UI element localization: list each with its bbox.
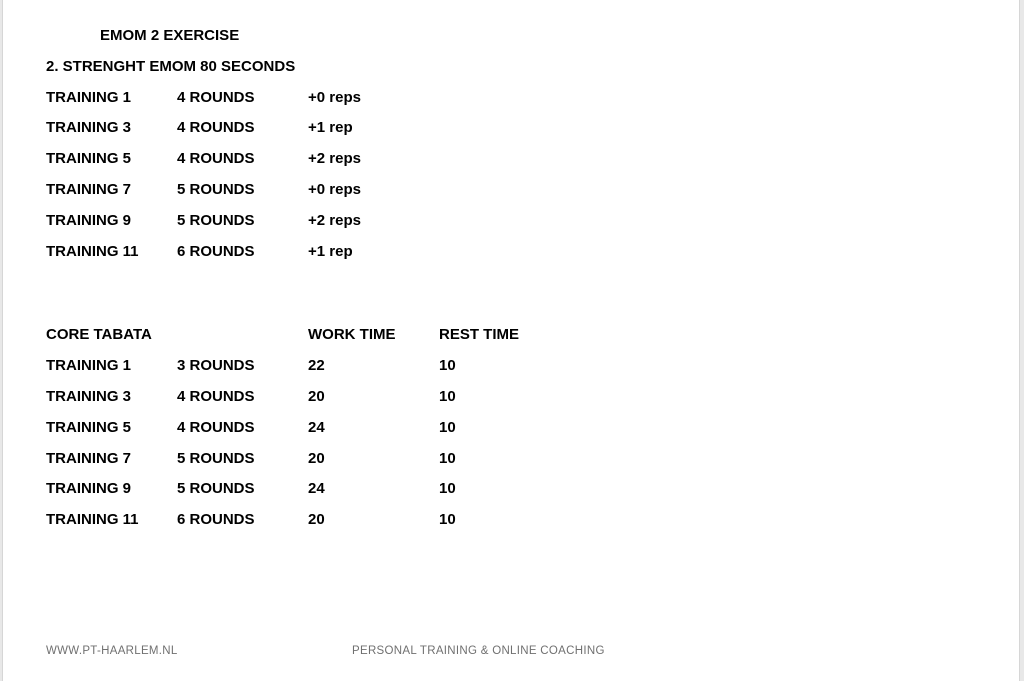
rounds-value: 5 ROUNDS — [177, 212, 255, 229]
footer-tagline: PERSONAL TRAINING & ONLINE COACHING — [352, 645, 605, 657]
training-label: TRAINING 3 — [46, 119, 132, 136]
work-time-value: 24 — [308, 419, 325, 436]
core-tabata-heading: CORE TABATA — [46, 326, 152, 343]
work-time-value: 20 — [308, 450, 325, 467]
reps-value: +1 rep — [308, 243, 353, 260]
rest-time-value: 10 — [439, 388, 456, 405]
work-time-value: 24 — [308, 480, 325, 497]
rest-time-value: 10 — [439, 450, 456, 467]
rest-time-value: 10 — [439, 511, 456, 528]
rounds-value: 6 ROUNDS — [177, 511, 255, 528]
training-label: TRAINING 5 — [46, 150, 132, 167]
training-label: TRAINING 7 — [46, 450, 132, 467]
document-page — [2, 0, 1020, 681]
rounds-value: 6 ROUNDS — [177, 243, 255, 260]
work-time-value: 22 — [308, 357, 325, 374]
rest-time-value: 10 — [439, 357, 456, 374]
rounds-value: 4 ROUNDS — [177, 150, 255, 167]
training-label: TRAINING 11 — [46, 243, 139, 260]
reps-value: +0 reps — [308, 89, 361, 106]
reps-value: +2 reps — [308, 212, 361, 229]
rounds-value: 3 ROUNDS — [177, 357, 255, 374]
training-label: TRAINING 11 — [46, 511, 139, 528]
rounds-value: 4 ROUNDS — [177, 388, 255, 405]
rounds-value: 4 ROUNDS — [177, 89, 255, 106]
work-time-value: 20 — [308, 388, 325, 405]
training-label: TRAINING 1 — [46, 89, 132, 106]
rest-time-value: 10 — [439, 419, 456, 436]
training-label: TRAINING 9 — [46, 480, 132, 497]
rounds-value: 4 ROUNDS — [177, 119, 255, 136]
work-time-value: 20 — [308, 511, 325, 528]
reps-value: +2 reps — [308, 150, 361, 167]
rest-time-header: REST TIME — [439, 326, 520, 343]
training-label: TRAINING 9 — [46, 212, 132, 229]
footer-website: WWW.PT-HAARLEM.NL — [46, 645, 178, 657]
reps-value: +0 reps — [308, 181, 361, 198]
training-label: TRAINING 5 — [46, 419, 132, 436]
strength-section-heading: 2. STRENGHT EMOM 80 SECONDS — [46, 58, 296, 75]
training-label: TRAINING 3 — [46, 388, 132, 405]
training-label: TRAINING 1 — [46, 357, 132, 374]
work-time-header: WORK TIME — [308, 326, 396, 343]
training-label: TRAINING 7 — [46, 181, 132, 198]
rounds-value: 4 ROUNDS — [177, 419, 255, 436]
rest-time-value: 10 — [439, 480, 456, 497]
reps-value: +1 rep — [308, 119, 353, 136]
document-title: EMOM 2 EXERCISE — [100, 27, 240, 44]
rounds-value: 5 ROUNDS — [177, 450, 255, 467]
rounds-value: 5 ROUNDS — [177, 181, 255, 198]
rounds-value: 5 ROUNDS — [177, 480, 255, 497]
